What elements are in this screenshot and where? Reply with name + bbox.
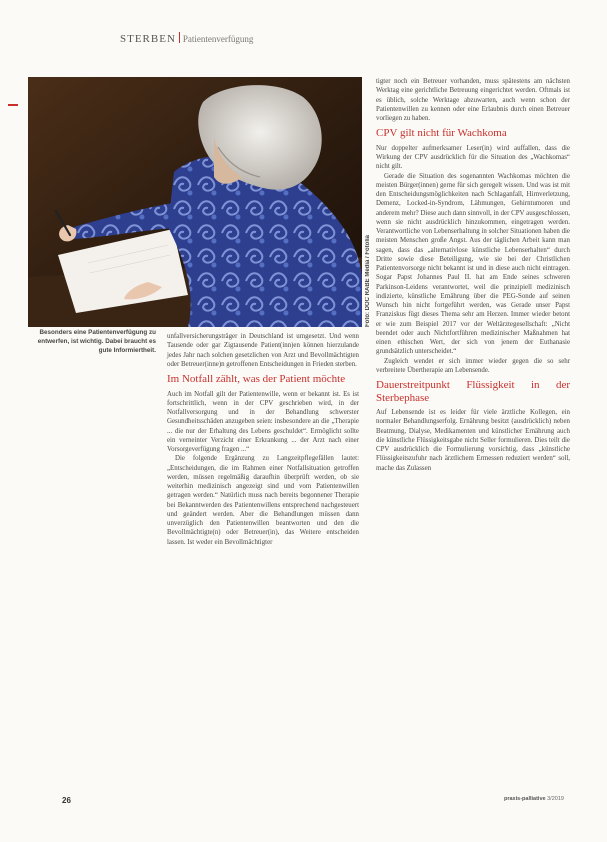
page-number: 26 bbox=[62, 796, 71, 805]
accent-marker bbox=[8, 104, 18, 106]
right-paragraph-2: Gerade die Situation des sogenannten Wachkomas möchten die meisten Bürger(innen) gerne für sich geregelt wissen. Und was ist mit den Entscheidungsmöglichkeiten nach Schlaganfall, Hirnverletzung, Demenz, Locked-in-Syndrom, Lähmungen, Gehirntumoren und anderem mehr? Diese auch dann sinnvoll, in der CPV ausgeschlossen, wenn sie nicht ausdrücklich hinzukommen, eingetragen werden. Verantwortliche von Lebenserhaltung in solcher Situationen haben die meisten Menschen große Angst. Aus der täglichen Arbeit kann man sagen, dass das „alternativlose künstliche Lebenserhalten“ durch Dritte sowie diese Beteiligung, wie sie bei der Christlichen Patientenvorsorge nicht bekannt ist und in diese auch nicht eintragen. Sogar Papst Johannes Paul II. hat am Ende seines schweren Parkinson-Leidens verantwortet, weil die prinzipiell medizinisch indizierte, künstliche Ernährung über die PEG-Sonde auf seinen Wunsch hin nicht fortgeführt werden, was Gerade unser Papst Franziskus fügt dieses Thema sehr am Herzen. Immer wieder betont er wie zum Beispiel 2017 vor der Weltärztegesellschaft: „Nicht beendet oder auch Nichtfortführen medizinischer Maßnahmen hat einen ethischen Wert, der sich von jenem der Euthanasie grundsätzlich unterscheidet.“ bbox=[376, 172, 570, 356]
left-paragraph-2: Die folgende Ergänzung zu Langzeitpflegefällen lautet: „Entscheidungen, die im Rahmen einer Notfallsituation getroffen werden, müssen regelmäßig daraufhin überprüft werden, ob sie weiterhin medizinisch angezeigt sind und vom Patientenwillen getragen werden.“ Natürlich muss nach bereits begonnener Therapie bei Bekanntwerden des Patientenwillens entsprechend nachgesteuert und geändert werden. Aber die Behandlungen müssen dann unverzüglich den Patientenwillen beantworten und den die Bevollmächtigte(n) oder Betreuer(in), das Weitere entscheiden lassen. Ist weder ein Bevollmächtigter bbox=[167, 455, 359, 546]
header-divider bbox=[179, 32, 180, 43]
footer-magazine bbox=[504, 796, 564, 802]
left-column bbox=[167, 332, 359, 547]
magazine-name: praxis-palliative bbox=[504, 796, 546, 802]
issue-number: 3/2019 bbox=[547, 796, 564, 802]
section-heading-fluessigkeit: Dauerstreitpunkt Flüssigkeit in der Sterbephase bbox=[376, 379, 570, 404]
photo-caption: Besonders eine Patientenverfügung zu entwerfen, ist wichtig. Dabei braucht es gute Informiertheit. bbox=[37, 329, 156, 354]
subsection-label: Patientenverfügung bbox=[182, 34, 254, 44]
section-heading-wachkoma: CPV gilt nicht für Wachkoma bbox=[376, 127, 507, 140]
section-label: STERBEN bbox=[120, 33, 176, 45]
right-paragraph-1: Nur doppelter aufmerksamer Leser(in) wird auffallen, dass die Wirkung der CPV ausdrücklich für die Situation des „Wachkomas“ nicht gilt. bbox=[376, 144, 570, 171]
photo-credit: Foto: DOC RABE Media / Fotolia bbox=[365, 235, 371, 327]
right-column bbox=[376, 77, 570, 473]
section-heading-notfall: Im Notfall zählt, was der Patient möchte bbox=[167, 373, 346, 385]
right-paragraph-3: Zugleich wendet er sich immer wieder gegen die so sehr verbreitete Übertherapie am Lebensende. bbox=[376, 357, 570, 374]
article-photo bbox=[28, 77, 362, 327]
running-header bbox=[120, 32, 253, 45]
right-paragraph-0: tigter noch ein Betreuer vorhanden, muss spätestens am nächsten Werktag eine gerichtliche Betreuung eingerichtet werden. Oftmals ist es üblich, solche Werktage abzuwarten, auch wenn schon der Patientenwillen zu kennen oder eine Erlaubnis durch einen Betreuer vorliegen zu haben. bbox=[376, 78, 570, 122]
left-paragraph-1: Auch im Notfall gilt der Patientenwille, wenn er bekannt ist. Es ist fortschrittlich, wenn in der CPV geschrieben wird, in der Notfallversorgung und in der Behandlung schwerster Gesundheitsschäden anzugeben seien: insbesondere an die „Therapie ... die nur der Erhaltung des Lebens geschuldet“. Ermöglicht sollte ein verneinter Verzicht einer Erkrankung ... der Arzt nach einer Vorsorgeverfügung fragen ...“ bbox=[167, 390, 359, 453]
left-intro-paragraph: unfallversicherungsträger in Deutschland ist umgesetzt. Und wenn Tausende oder gar Zigtausende Patient(inn)en können hierzulande jedes Jahr nach solchen gesetzlichen von Arzt und Bevollmächtigten oder Betreuer(inne)n getroffenen Entscheidungen in Frieden sterben. bbox=[167, 333, 359, 368]
right-paragraph-4: Auf Lebensende ist es leider für viele ärztliche Kollegen, ein normaler Behandlungserfolg. Ernährung besitzt (ausdrücklich) neben Beatmung, Dialyse, Medikamenten und künstlicher Ernährung auch die künstliche Flüssigkeitsgabe nicht Seller formulieren. Dies teilt die CPV ausdrücklich die Formulierung vorsichtig, dass „künstliche Flüssigkeitszufuhr nach ärztlichem Ermessen reduziert werden“ soll, mache das Zulassen bbox=[376, 409, 570, 472]
